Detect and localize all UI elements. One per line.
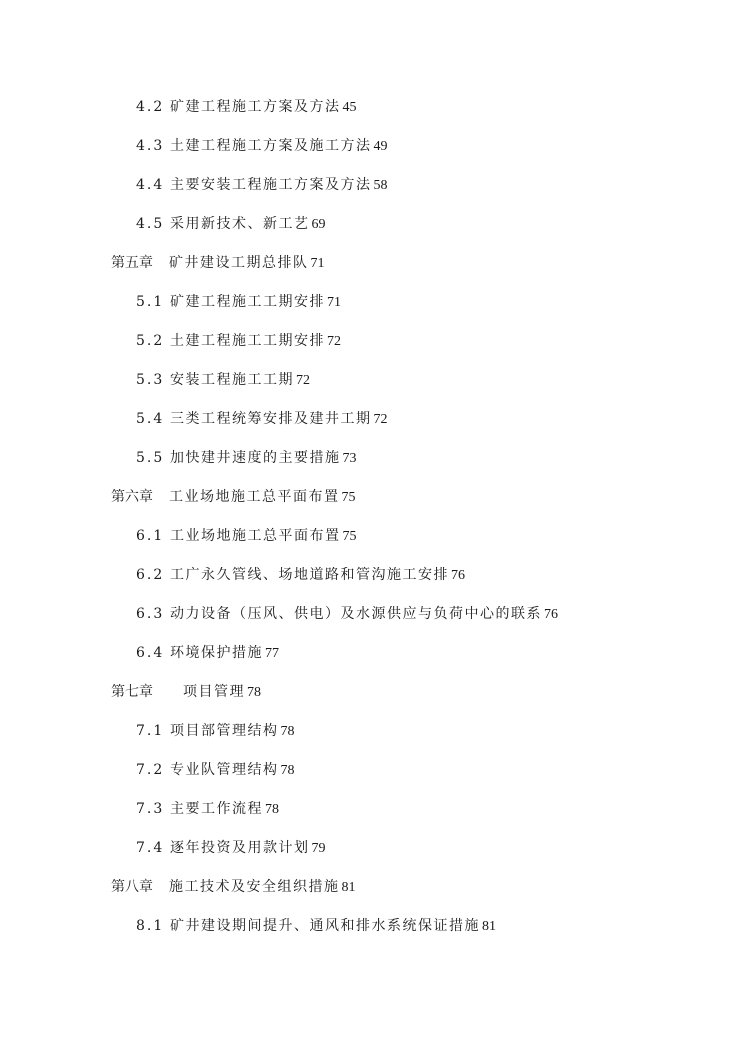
page-number: 69 (311, 217, 326, 232)
section-title: 主要安装工程施工方案及方法 (170, 177, 372, 193)
toc-entry-7-1 (136, 722, 295, 741)
page-number: 78 (280, 763, 295, 778)
page-number: 78 (247, 685, 261, 700)
section-number: 6.2 (136, 567, 165, 583)
section-title: 矿建工程施工工期安排 (170, 294, 325, 310)
toc-entry-5-1 (136, 293, 341, 312)
page-number: 58 (373, 178, 388, 193)
section-number: 4.5 (136, 216, 165, 232)
section-number: 5.4 (136, 411, 165, 427)
section-title: 环境保护措施 (170, 645, 263, 661)
page-number: 76 (544, 607, 558, 622)
section-title: 矿建工程施工方案及方法 (170, 99, 341, 115)
toc-entry-7-4 (136, 839, 326, 858)
section-title: 安装工程施工工期 (170, 372, 294, 388)
section-title: 主要工作流程 (170, 801, 263, 817)
page-number: 81 (482, 919, 496, 934)
chapter-title: 矿井建设工期总排队 (169, 255, 309, 271)
toc-entry-6-4 (136, 644, 279, 663)
section-number: 5.3 (136, 372, 165, 388)
toc-entry-5-5 (136, 449, 357, 468)
section-number: 7.4 (136, 840, 165, 856)
toc-chapter-8 (111, 878, 356, 897)
chapter-number: 第六章 (111, 489, 153, 505)
chapter-title: 项目管理 (183, 684, 245, 700)
section-title: 专业队管理结构 (170, 762, 279, 778)
section-title: 三类工程统筹安排及建井工期 (170, 411, 372, 427)
section-number: 6.1 (136, 528, 165, 544)
chapter-title: 施工技术及安全组织措施 (169, 879, 340, 895)
page-number: 49 (373, 139, 388, 154)
chapter-number: 第七章 (111, 684, 153, 700)
toc-chapter-7 (111, 683, 261, 702)
toc-chapter-5 (111, 254, 325, 273)
page-number: 78 (280, 724, 295, 739)
page-number: 81 (341, 880, 356, 895)
section-number: 4.4 (136, 177, 165, 193)
section-number: 4.2 (136, 99, 165, 115)
chapter-title: 工业场地施工总平面布置 (169, 489, 340, 505)
chapter-number: 第八章 (111, 879, 153, 895)
page-number: 75 (342, 529, 357, 544)
page-number: 72 (327, 334, 341, 349)
toc-entry-4-3 (136, 137, 388, 156)
page-number: 79 (311, 841, 326, 856)
section-title: 加快建井速度的主要措施 (170, 450, 341, 466)
toc-entry-6-3 (136, 605, 558, 624)
section-title: 土建工程施工方案及施工方法 (170, 138, 372, 154)
section-title: 工业场地施工总平面布置 (170, 528, 341, 544)
toc-entry-5-3 (136, 371, 310, 390)
section-number: 7.2 (136, 762, 165, 778)
toc-entry-7-2 (136, 761, 295, 780)
section-number: 6.3 (136, 606, 165, 622)
section-title: 项目部管理结构 (170, 723, 279, 739)
chapter-number: 第五章 (111, 255, 153, 271)
toc-entry-6-2 (136, 566, 465, 585)
section-title: 工广永久管线、场地道路和管沟施工安排 (170, 567, 449, 583)
section-number: 6.4 (136, 645, 165, 661)
toc-entry-4-2 (136, 98, 357, 117)
section-title: 土建工程施工工期安排 (170, 333, 325, 349)
page-number: 78 (265, 802, 279, 817)
section-number: 7.3 (136, 801, 165, 817)
toc-entry-8-1 (136, 917, 496, 936)
toc-entry-7-3 (136, 800, 279, 819)
section-number: 4.3 (136, 138, 165, 154)
page-number: 72 (373, 412, 388, 427)
page-number: 73 (342, 451, 357, 466)
page-number: 71 (310, 256, 325, 271)
toc-entry-4-4 (136, 176, 388, 195)
section-title: 逐年投资及用款计划 (170, 840, 310, 856)
page-number: 76 (451, 568, 465, 583)
section-title: 动力设备（压风、供电）及水源供应与负荷中心的联系 (170, 606, 542, 622)
page-number: 72 (296, 373, 310, 388)
section-number: 5.2 (136, 333, 165, 349)
toc-entry-5-2 (136, 332, 341, 351)
page-number: 75 (341, 490, 356, 505)
toc-entry-4-5 (136, 215, 326, 234)
page-number: 71 (327, 295, 341, 310)
section-title: 矿井建设期间提升、通风和排水系统保证措施 (170, 918, 480, 934)
section-number: 5.5 (136, 450, 165, 466)
page-number: 45 (342, 100, 357, 115)
section-title: 采用新技术、新工艺 (170, 216, 310, 232)
section-number: 5.1 (136, 294, 165, 310)
page-number: 77 (265, 646, 279, 661)
toc-entry-5-4 (136, 410, 388, 429)
section-number: 7.1 (136, 723, 165, 739)
toc-entry-6-1 (136, 527, 357, 546)
toc-chapter-6 (111, 488, 356, 507)
section-number: 8.1 (136, 918, 165, 934)
